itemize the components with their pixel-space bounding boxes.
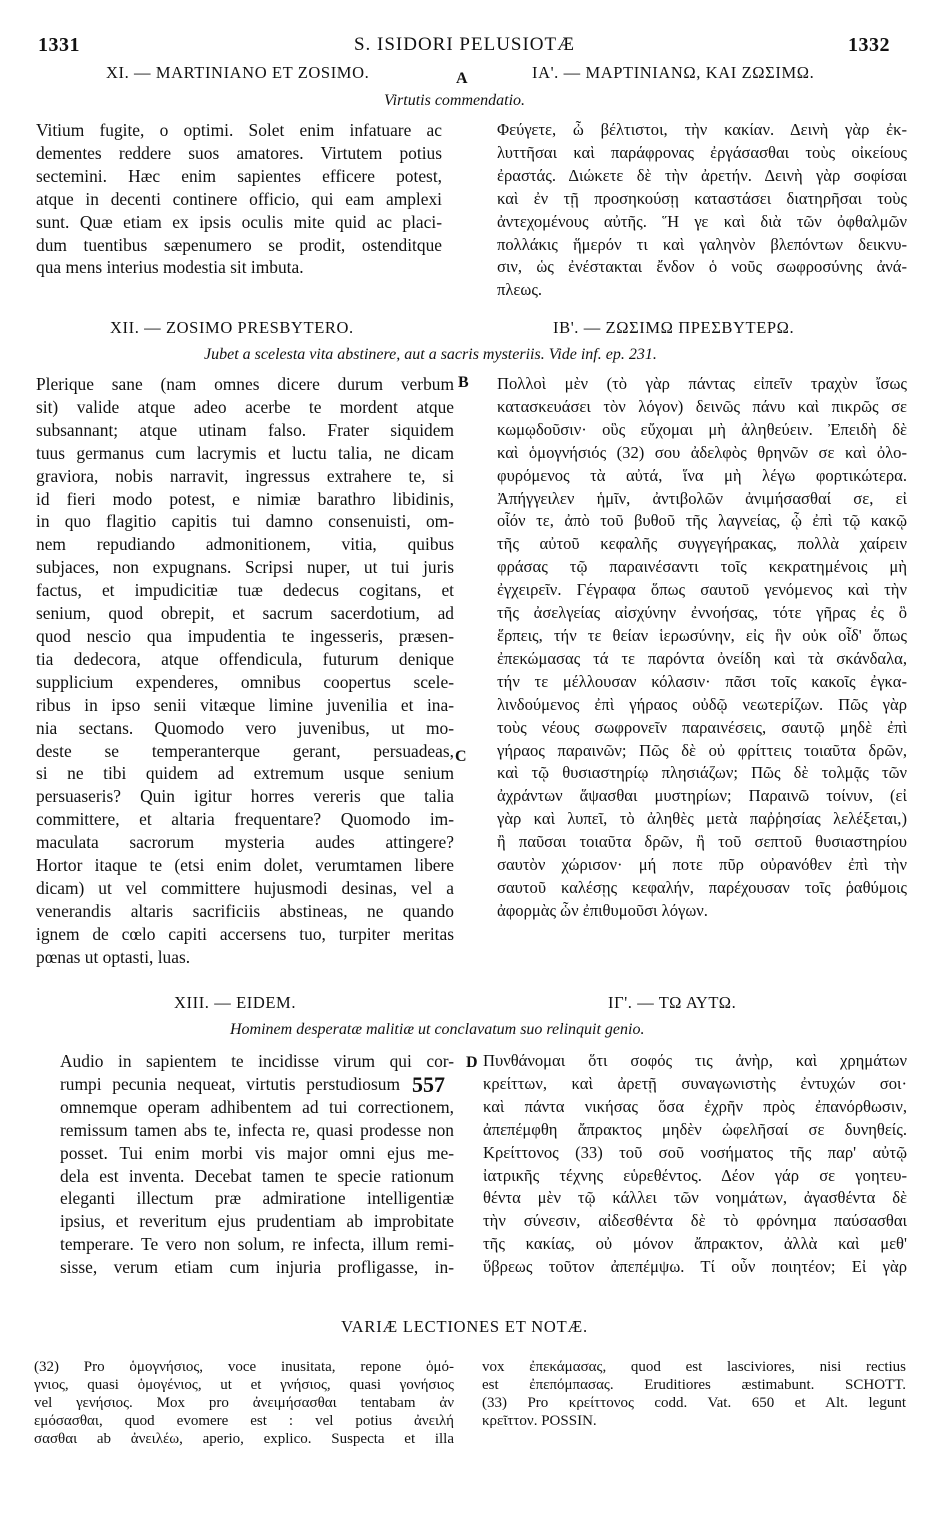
latin-line: ribus in ipso senii vitæque limine juvenilia et ina-: [36, 694, 454, 715]
latin-line: quod nescio qua impudentia te ingesseris, præsen-: [36, 625, 454, 646]
latin-line: senium, quod obrepit, et sacrum sacerdotium, ad: [36, 603, 454, 624]
margin-marker-d: D: [466, 1054, 478, 1071]
latin-line: omnemque operam adhibentem ad tui correctionem,: [60, 1096, 454, 1117]
margin-marker-a: A: [456, 70, 468, 87]
greek-line: σαυτὸν χώρισον· μή ποτε πῦρ οὐρανόθεν ἐπὶ τὴν: [497, 855, 907, 875]
greek-line: γὰρ καὶ λυπεῖ, τὸ ἀληθὲς μετὰ παῤῥησίας λελέξεται,): [497, 809, 907, 829]
greek-line: σαυτοῦ καλέσῃς κεφαλήν, παρέχουσαν τοῖς ῥαθύμοις: [497, 877, 907, 897]
latin-line: in quo flagitio capitis tui damno consenuisti, om-: [36, 511, 454, 532]
greek-line: τῆς αὐτοῦ κεφαλῆς συγγεγήρακας, πολλὰ χαίρειν: [497, 534, 907, 554]
greek-line: φράσας τῷ παραινέσαντι τοῖς κεκρατημένοις μὴ: [497, 557, 907, 577]
latin-line: supplicium expenderes, omnibus coopertus scele-: [36, 671, 454, 692]
latin-line: Audio in sapientem te incidisse virum qui cor-: [60, 1051, 454, 1071]
letter-12-latin-title: XII. — ZOSIMO PRESBYTERO.: [110, 318, 354, 337]
greek-line: ἕρπεις, τήν τε θείαν ἱερωσύνην, εἰς ἣν οὐκ οἶδ' ὅπως: [497, 625, 907, 645]
greek-line: Πολλοὶ μὲν (τὸ γὰρ πάντας εἰπεῖν τραχὺν ἴσως: [497, 374, 907, 393]
latin-line: posset. Tui enim morbi vis major omni ejus me-: [60, 1142, 454, 1163]
letter-13-greek-title: ΙΓ'. — ΤΩ ΑΥΤΩ.: [608, 993, 737, 1012]
notes-right-column: [482, 1358, 906, 1430]
letter-11-latin-title: XI. — MARTINIANO ET ZOSIMO.: [106, 63, 370, 82]
latin-line: rumpi pecunia nequeat, virtutis perstudiosum: [60, 1073, 400, 1094]
latin-line: remissum tamen abs te, infecta re, quasi prodesse non: [60, 1119, 454, 1140]
greek-line: λυττῆσαι καὶ παράφρονας ἐργάσασθαι τοὺς οἰκείους: [497, 142, 907, 162]
latin-line: committere, et altaria frequentare? Quomodo im-: [36, 809, 454, 830]
letter-13-latin-title: XIII. — EIDEM.: [174, 993, 297, 1012]
latin-line: sectemini. Hæc enim sapientes efficere potest,: [36, 165, 442, 186]
greek-line: πολλάκις ἥμερόν τι καὶ γαληνὸν βλεπόντων δεικνυ-: [497, 234, 907, 254]
greek-line: Φεύγετε, ὦ βέλτιστοι, τὴν κακίαν. Δεινὴ γὰρ ἐκ-: [497, 120, 907, 139]
latin-line: Vitium fugite, o optimi. Solet enim infatuare ac: [36, 120, 442, 140]
page-number-left: 1331: [38, 34, 80, 56]
letter-12-latin-column: [36, 373, 454, 969]
latin-line: eleganti illectum præ admiratione intelligentiæ: [60, 1188, 454, 1209]
latin-line: pœnas ut optasti, luas.: [36, 946, 191, 967]
greek-line: κωμῳδοῦσιν· οὓς εὔχομαι μὴ ἀληθεύειν. Ἐπειδὴ δὲ: [497, 419, 907, 439]
letter-11-latin-column: [36, 119, 442, 279]
latin-line: dicam) ut vel committere hujusmodi desinas, vel a: [36, 877, 454, 898]
letter-12-greek-title: ΙΒ'. — ΖΩΣΙΜΩ ΠΡΕΣΒΥΤΕΡΩ.: [553, 318, 795, 337]
latin-line: graviora, nobis narravit, ingressus extrahere te, si: [36, 465, 454, 486]
greek-line: Ἀπήγγειλεν ἡμῖν, ἀντιβολῶν ἀνιμήσασθαί σε, εἰ: [497, 488, 907, 508]
greek-line: τὴν σύνεσιν, αἰδεσθέντα δὲ τὸ φρόνημα παύσασθαι: [483, 1211, 907, 1231]
note-line: γνιος, quasi ὁμογένιος, ut et γνήσιος, quasi γονήσιος: [34, 1377, 454, 1393]
latin-line: tuus germanus cum lacrymis et luctu talia, ne dicam: [36, 442, 454, 463]
latin-line: maculata sacrorum mysteria audes attingere?: [36, 832, 454, 853]
note-line: κρεῖττον. POSSIN.: [482, 1413, 597, 1429]
letter-13-subtitle: Hominem desperatæ malitiæ ut conclavatum suo relinquit genio.: [230, 1021, 645, 1038]
greek-line: ἐραστάς. Διώκετε δὲ τὴν ἀρετήν. Δεινὴ γὰρ σοφίσαι: [497, 165, 907, 185]
latin-line: venerandis altaris sacrificiis abstineas, ne quando: [36, 900, 454, 921]
latin-line: qua mens interius modestia sit imbuta.: [36, 257, 304, 278]
latin-line: Hortor itaque te (etsi enim dolet, verumtamen libere: [36, 855, 454, 876]
greek-line: Κρείττονος (33) τοῦ σοῦ νοσήματος τῆς παρ' αὐτῷ: [483, 1142, 907, 1162]
greek-line: κρείττων, καὶ ἀρετῇ συναγωνιστὴς ἐντυχών σοι·: [483, 1073, 907, 1093]
note-line: (32) Pro ὁμογνήσιος, voce inusitata, repone ὁμό-: [34, 1359, 454, 1375]
greek-line: κατασκευάσει τὸν λόγον) δεινῶς πάνυ καὶ πικρῶς σε: [497, 396, 907, 416]
greek-line: θέντα μὲν τῷ κάλλει τῶν νοημάτων, ἀγασθέντα δὲ: [483, 1188, 907, 1208]
margin-marker-c: C: [455, 748, 467, 765]
latin-line: persuaseris? Quin igitur horres vereris que talia: [36, 786, 454, 807]
greek-line: ἢ παῦσαι τοιαῦτα δρῶν, ἢ τοῦ σεπτοῦ θυσιαστηρίου: [497, 832, 907, 852]
margin-marker-b: B: [458, 374, 469, 391]
greek-line: ἀφορμὰς ὧν ἐπιθυμοῦσι λόγων.: [497, 900, 708, 920]
greek-line: σιν, ὡς ἐνέστακται ἔνδον ὁ νοῦς σωφροσύνης ἀνά-: [497, 257, 907, 277]
note-line: vox ἐπεκάμασας, quod est lasciviores, nisi rectius: [482, 1359, 906, 1375]
letter-12-greek-column: [497, 373, 907, 923]
latin-line: dementes reddere suos amatores. Virtutem potius: [36, 142, 442, 163]
column-number-557: 557: [412, 1072, 445, 1097]
greek-line: τῆς κακίας, οὐ μόνον ἄπρακτον, ἀλλὰ καὶ μεθ': [483, 1234, 907, 1254]
greek-line: ἀχράντων ἅψασθαι μυστηρίων; Παραινῶ τοίνυν, (εἰ: [497, 786, 907, 806]
page-number-right: 1332: [848, 34, 890, 56]
greek-line: ἰατρικῆς τέχνης εὑρεθέντος. Δέον γάρ σε γοητευ-: [483, 1165, 907, 1185]
greek-line: καὶ ὁμογνήσιός (32) σου ἀδελφὸς θρηνῶν σε καὶ ὀλο-: [497, 442, 907, 462]
greek-line: γήραος παραινῶν; Πῶς δὲ οὐ φρίττεις τοιαῦτα δρῶν,: [497, 740, 907, 760]
latin-line: si ne tibi quidem ad extremum usque senium: [36, 763, 454, 784]
latin-line: atque in decenti continere officio, qui eam amplexi: [36, 188, 442, 209]
latin-line: temperare. Te vero non solum, re infecta, illum remi-: [60, 1234, 454, 1255]
latin-line: ipsius, et reveritum ejus prudentiam ab improbitate: [60, 1211, 454, 1232]
notes-left-column: [34, 1358, 454, 1448]
letter-11-subtitle: Virtutis commendatio.: [384, 92, 526, 109]
greek-line: λινδούμενος ἐπὶ γήραος οὐδῷ νεωτερίζων. Πῶς γὰρ: [497, 694, 907, 714]
greek-line: οἷόν τε, ἀπὸ τοῦ βυθοῦ τῆς λαγνείας, ᾧ ἐπὶ τῷ κακῷ: [497, 511, 907, 531]
latin-line: sunt. Quæ etiam ex ipsis oculis mite quid ac placi-: [36, 211, 442, 232]
greek-line: πλεως.: [497, 280, 543, 300]
latin-line: factus, et impudicitiæ tuæ dedecus cogitans, et: [36, 580, 454, 601]
greek-line: ὕβρεως τοῦτον ἀπεπέμψω. Τί οὖν ποιητέον; Εἰ γὰρ: [483, 1257, 907, 1277]
latin-line: tia dedecora, atque offendicula, futurum denique: [36, 648, 454, 669]
latin-line: sit) valide atque adeo acerbe te mordent atque: [36, 396, 454, 417]
latin-line: id fieri modo potest, e nimiæ barathro libidinis,: [36, 488, 454, 509]
latin-line: dum tuentibus sæpenumero se prodit, ostenditque: [36, 234, 442, 255]
notes-title: VARIÆ LECTIONES ET NOTÆ.: [341, 1317, 588, 1336]
latin-line: Plerique sane (nam omnes dicere durum verbum: [36, 374, 454, 394]
latin-line: deste se temperanterque gerant, persuadeas,: [36, 740, 454, 761]
letter-13-latin-column: [60, 1050, 454, 1279]
greek-line: καὶ ἐν τῇ προσηκούσῃ καταστάσει διατηρῆσαι τοὺς: [497, 188, 907, 208]
greek-line: καὶ πάντα νικήσας ὅσα ἐχρῆν πρὸς ἐπανόρθωσιν,: [483, 1096, 907, 1116]
latin-line: nia sectans. Quomodo vero juvenibus, ut mo-: [36, 717, 454, 738]
latin-line: dela est inventa. Decebat tamen te specie rationum: [60, 1165, 454, 1186]
running-title: S. ISIDORI PELUSIOTÆ: [353, 34, 576, 55]
greek-line: Πυνθάνομαι ὅτι σοφός τις ἀνὴρ, καὶ χρημάτων: [483, 1051, 907, 1070]
letter-13-greek-column: [483, 1050, 907, 1279]
note-line: (33) Pro κρείττονος codd. Vat. 650 et Alt. legunt: [482, 1395, 906, 1411]
latin-line: sisse, verum etiam cum injuria profligasse, in-: [60, 1257, 454, 1278]
letter-11-greek-title: ΙΑ'. — ΜΑΡΤΙΝΙΑΝΩ, ΚΑΙ ΖΩΣΙΜΩ.: [532, 63, 815, 82]
greek-line: ἐπεκώμασας τά τε παρόντα ὀνείδη καὶ τὰ σκάνδαλα,: [497, 648, 907, 668]
letter-12-subtitle: Jubet a scelesta vita abstinere, aut a sacris mysteriis. Vide inf. ep. 231.: [204, 346, 657, 363]
greek-line: ἀντεχομένους αὐτῆς. Ἥ γε καὶ διὰ τῶν ὀφθαλμῶν: [497, 211, 907, 231]
greek-line: τῆς ἀσελγείας αἰσχύνην ἐννοήσας, τότε γῆρας ἐς ὃ: [497, 603, 907, 623]
greek-line: καὶ τῷ θυσιαστηρίῳ πλησιάζων; Πῶς δὲ τολμᾷς τῶν: [497, 763, 907, 783]
note-line: σασθαι ab ἀνειλέω, aperio, explico. Suspecta et illa: [34, 1431, 454, 1447]
greek-line: τήν τε μέλλουσαν κόλασιν· πᾶσι τοῖς κακοῖς ἐγκα-: [497, 671, 907, 691]
note-line: vel γενήσιος. Mox pro ἀνειμήσασθαι tentabam ἀν: [34, 1395, 454, 1411]
greek-line: ἐγχειρεῖν. Γέγραφα ὅπως σαυτοῦ γενόμενος καὶ τὴν: [497, 580, 907, 600]
greek-line: φυρόμενος τὰ αὐτά, ἵνα μὴ λέγω φορτικώτερα.: [497, 465, 907, 485]
note-line: est ἐπεπόμπασας. Eruditiores æstimabunt. SCHOTT.: [482, 1377, 906, 1393]
greek-line: τοὺς νέους σωφρονεῖν παραινέσεις, σαυτῷ μηδὲ ἐπὶ: [497, 717, 907, 737]
note-line: εμόσασθαι, quod evomere est : vel potius ἀνειλή: [34, 1413, 454, 1429]
latin-line: subsannant; atque utinam falso. Frater siquidem: [36, 419, 454, 440]
letter-11-greek-column: [497, 119, 907, 302]
greek-line: ἀπεπέμφθη ἄπρακτος μηδὲν ὠφελῆσαί σε δυνηθείς.: [483, 1119, 907, 1139]
latin-line: nem repudiando admonitionem, vitia, quibus: [36, 534, 454, 555]
latin-line: subjaces, non expugnans. Scripsi nuper, ut tui juris: [36, 557, 454, 578]
latin-line: ignem de cœlo capiti accersens tuo, turpiter meritas: [36, 923, 454, 944]
